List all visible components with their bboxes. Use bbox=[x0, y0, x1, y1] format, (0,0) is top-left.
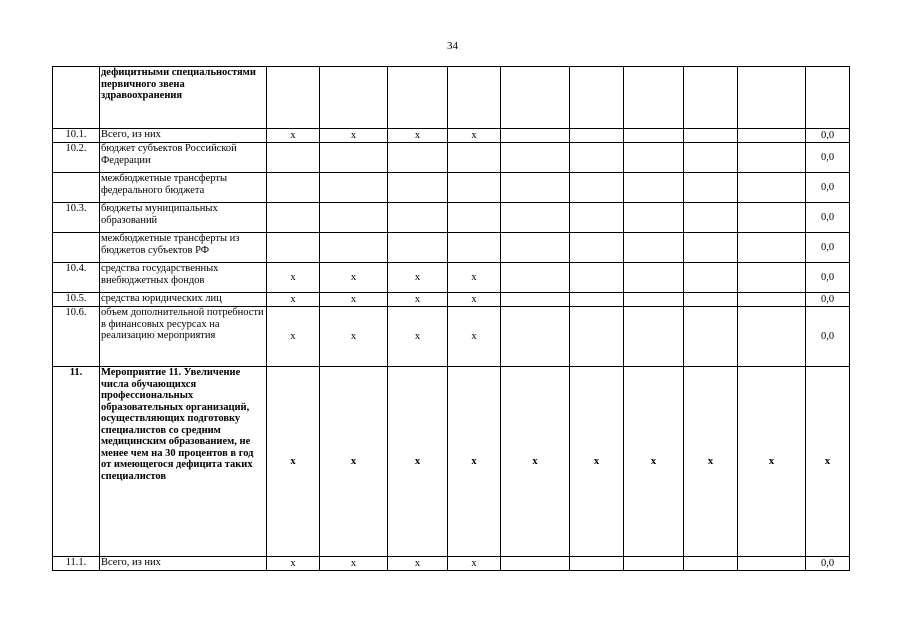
table-cell: x bbox=[267, 557, 320, 571]
table-cell: x bbox=[267, 307, 320, 367]
budget-table bbox=[52, 66, 850, 571]
row-name: бюджет субъектов Российской Федерации bbox=[100, 143, 267, 173]
table-cell bbox=[501, 263, 570, 293]
table-cell bbox=[684, 307, 738, 367]
table-cell bbox=[624, 263, 684, 293]
table-cell bbox=[570, 263, 624, 293]
table-row bbox=[53, 557, 850, 571]
row-number bbox=[53, 233, 100, 263]
table-cell bbox=[501, 233, 570, 263]
table-cell: x bbox=[388, 129, 448, 143]
table-cell: 0,0 bbox=[806, 293, 850, 307]
table-cell bbox=[570, 307, 624, 367]
table-cell bbox=[267, 143, 320, 173]
table-row bbox=[53, 173, 850, 203]
table-cell bbox=[684, 203, 738, 233]
table-row bbox=[53, 67, 850, 129]
table-cell bbox=[684, 557, 738, 571]
table-cell: 0,0 bbox=[806, 263, 850, 293]
row-number: 10.2. bbox=[53, 143, 100, 173]
table-cell bbox=[388, 173, 448, 203]
table-cell bbox=[501, 203, 570, 233]
table-cell: x bbox=[267, 263, 320, 293]
table-row bbox=[53, 203, 850, 233]
table-cell bbox=[501, 129, 570, 143]
table-cell: 0,0 bbox=[806, 143, 850, 173]
table-cell: x bbox=[267, 367, 320, 557]
table-cell bbox=[738, 173, 806, 203]
table-row bbox=[53, 263, 850, 293]
table-cell bbox=[501, 173, 570, 203]
table-cell bbox=[624, 293, 684, 307]
table-cell bbox=[684, 143, 738, 173]
table-row bbox=[53, 233, 850, 263]
table-cell bbox=[570, 203, 624, 233]
table-cell: x bbox=[448, 263, 501, 293]
table-cell: x bbox=[806, 367, 850, 557]
table-cell bbox=[267, 67, 320, 129]
table-cell: x bbox=[320, 293, 388, 307]
row-number: 10.4. bbox=[53, 263, 100, 293]
table-cell bbox=[624, 173, 684, 203]
table-cell: x bbox=[448, 557, 501, 571]
table-cell bbox=[738, 143, 806, 173]
table-cell bbox=[320, 203, 388, 233]
table-cell bbox=[738, 557, 806, 571]
table-row bbox=[53, 367, 850, 557]
table-cell bbox=[320, 173, 388, 203]
row-name: бюджеты муниципальных образований bbox=[100, 203, 267, 233]
table-cell: 0,0 bbox=[806, 129, 850, 143]
table-cell bbox=[501, 307, 570, 367]
table-cell: x bbox=[320, 307, 388, 367]
table-cell bbox=[320, 143, 388, 173]
table-cell bbox=[738, 263, 806, 293]
table-cell bbox=[388, 143, 448, 173]
table-cell bbox=[624, 557, 684, 571]
row-number: 10.3. bbox=[53, 203, 100, 233]
row-name: Всего, из них bbox=[100, 557, 267, 571]
page-number: 34 bbox=[447, 40, 458, 52]
table-cell bbox=[738, 233, 806, 263]
table-cell: x bbox=[320, 367, 388, 557]
table-cell: x bbox=[388, 557, 448, 571]
table-cell: x bbox=[267, 129, 320, 143]
row-name: Всего, из них bbox=[100, 129, 267, 143]
row-number: 11. bbox=[53, 367, 100, 557]
row-number: 10.6. bbox=[53, 307, 100, 367]
table-cell: x bbox=[684, 367, 738, 557]
table-cell bbox=[501, 557, 570, 571]
row-number: 11.1. bbox=[53, 557, 100, 571]
table-cell: x bbox=[448, 129, 501, 143]
table-cell: x bbox=[320, 557, 388, 571]
table-cell bbox=[570, 67, 624, 129]
table-cell: 0,0 bbox=[806, 233, 850, 263]
table-cell: x bbox=[388, 293, 448, 307]
table-cell bbox=[684, 173, 738, 203]
table-cell: x bbox=[448, 293, 501, 307]
table-cell bbox=[570, 129, 624, 143]
table-cell bbox=[570, 233, 624, 263]
table-cell bbox=[806, 67, 850, 129]
table-cell bbox=[320, 67, 388, 129]
table-cell bbox=[501, 143, 570, 173]
table-cell bbox=[684, 263, 738, 293]
table-cell bbox=[738, 129, 806, 143]
table-cell bbox=[738, 203, 806, 233]
table-cell: x bbox=[448, 367, 501, 557]
table-cell bbox=[624, 307, 684, 367]
table-cell bbox=[624, 143, 684, 173]
table-cell bbox=[684, 67, 738, 129]
table-cell: x bbox=[570, 367, 624, 557]
table-cell bbox=[570, 293, 624, 307]
table-cell: x bbox=[267, 293, 320, 307]
table-cell: x bbox=[501, 367, 570, 557]
row-name: объем дополнительной потребности в финансовых ресурсах на реализацию мероприятия bbox=[100, 307, 267, 367]
table-cell bbox=[501, 293, 570, 307]
row-number bbox=[53, 173, 100, 203]
table-cell bbox=[684, 293, 738, 307]
table-cell bbox=[624, 203, 684, 233]
table-cell bbox=[624, 67, 684, 129]
row-name: Мероприятие 11. Увеличение числа обучающихся профессиональных образовательных организаций, осуществляющих подготовку специалистов со средним медицинским образованием, не менее чем на 30 процентов в год от имеющегося дефицита таких специалистов bbox=[100, 367, 267, 557]
table-cell: 0,0 bbox=[806, 173, 850, 203]
table-cell: x bbox=[388, 307, 448, 367]
table-cell bbox=[738, 293, 806, 307]
table-cell: 0,0 bbox=[806, 203, 850, 233]
table-cell bbox=[684, 129, 738, 143]
table-cell bbox=[684, 233, 738, 263]
table-body bbox=[53, 67, 850, 571]
table-cell: x bbox=[738, 367, 806, 557]
table-cell bbox=[738, 67, 806, 129]
table-cell bbox=[570, 143, 624, 173]
table-cell bbox=[501, 67, 570, 129]
table-cell bbox=[448, 67, 501, 129]
table-cell bbox=[267, 203, 320, 233]
row-number: 10.5. bbox=[53, 293, 100, 307]
table-cell bbox=[388, 67, 448, 129]
table-cell: x bbox=[388, 367, 448, 557]
table-row bbox=[53, 293, 850, 307]
table-cell: x bbox=[448, 307, 501, 367]
table-cell bbox=[448, 143, 501, 173]
table-cell: x bbox=[624, 367, 684, 557]
row-number: 10.1. bbox=[53, 129, 100, 143]
table-row bbox=[53, 143, 850, 173]
table-cell bbox=[448, 173, 501, 203]
table-cell bbox=[738, 307, 806, 367]
row-name: межбюджетные трансферты из бюджетов субъектов РФ bbox=[100, 233, 267, 263]
table-cell: 0,0 bbox=[806, 307, 850, 367]
table-row bbox=[53, 307, 850, 367]
row-name: средства юридических лиц bbox=[100, 293, 267, 307]
table-cell bbox=[267, 173, 320, 203]
row-number bbox=[53, 67, 100, 129]
table-cell bbox=[624, 233, 684, 263]
table-cell: x bbox=[388, 263, 448, 293]
table-cell bbox=[570, 557, 624, 571]
table-cell bbox=[320, 233, 388, 263]
row-name: межбюджетные трансферты федерального бюджета bbox=[100, 173, 267, 203]
row-name: дефицитными специальностями первичного звена здравоохранения bbox=[100, 67, 267, 129]
table-cell bbox=[388, 233, 448, 263]
table-cell bbox=[570, 173, 624, 203]
table-cell bbox=[448, 203, 501, 233]
table-cell: x bbox=[320, 129, 388, 143]
table-cell bbox=[448, 233, 501, 263]
table-cell: x bbox=[320, 263, 388, 293]
table-cell bbox=[624, 129, 684, 143]
table-cell: 0,0 bbox=[806, 557, 850, 571]
row-name: средства государственных внебюджетных фондов bbox=[100, 263, 267, 293]
table-row bbox=[53, 129, 850, 143]
table-cell bbox=[388, 203, 448, 233]
table-cell bbox=[267, 233, 320, 263]
